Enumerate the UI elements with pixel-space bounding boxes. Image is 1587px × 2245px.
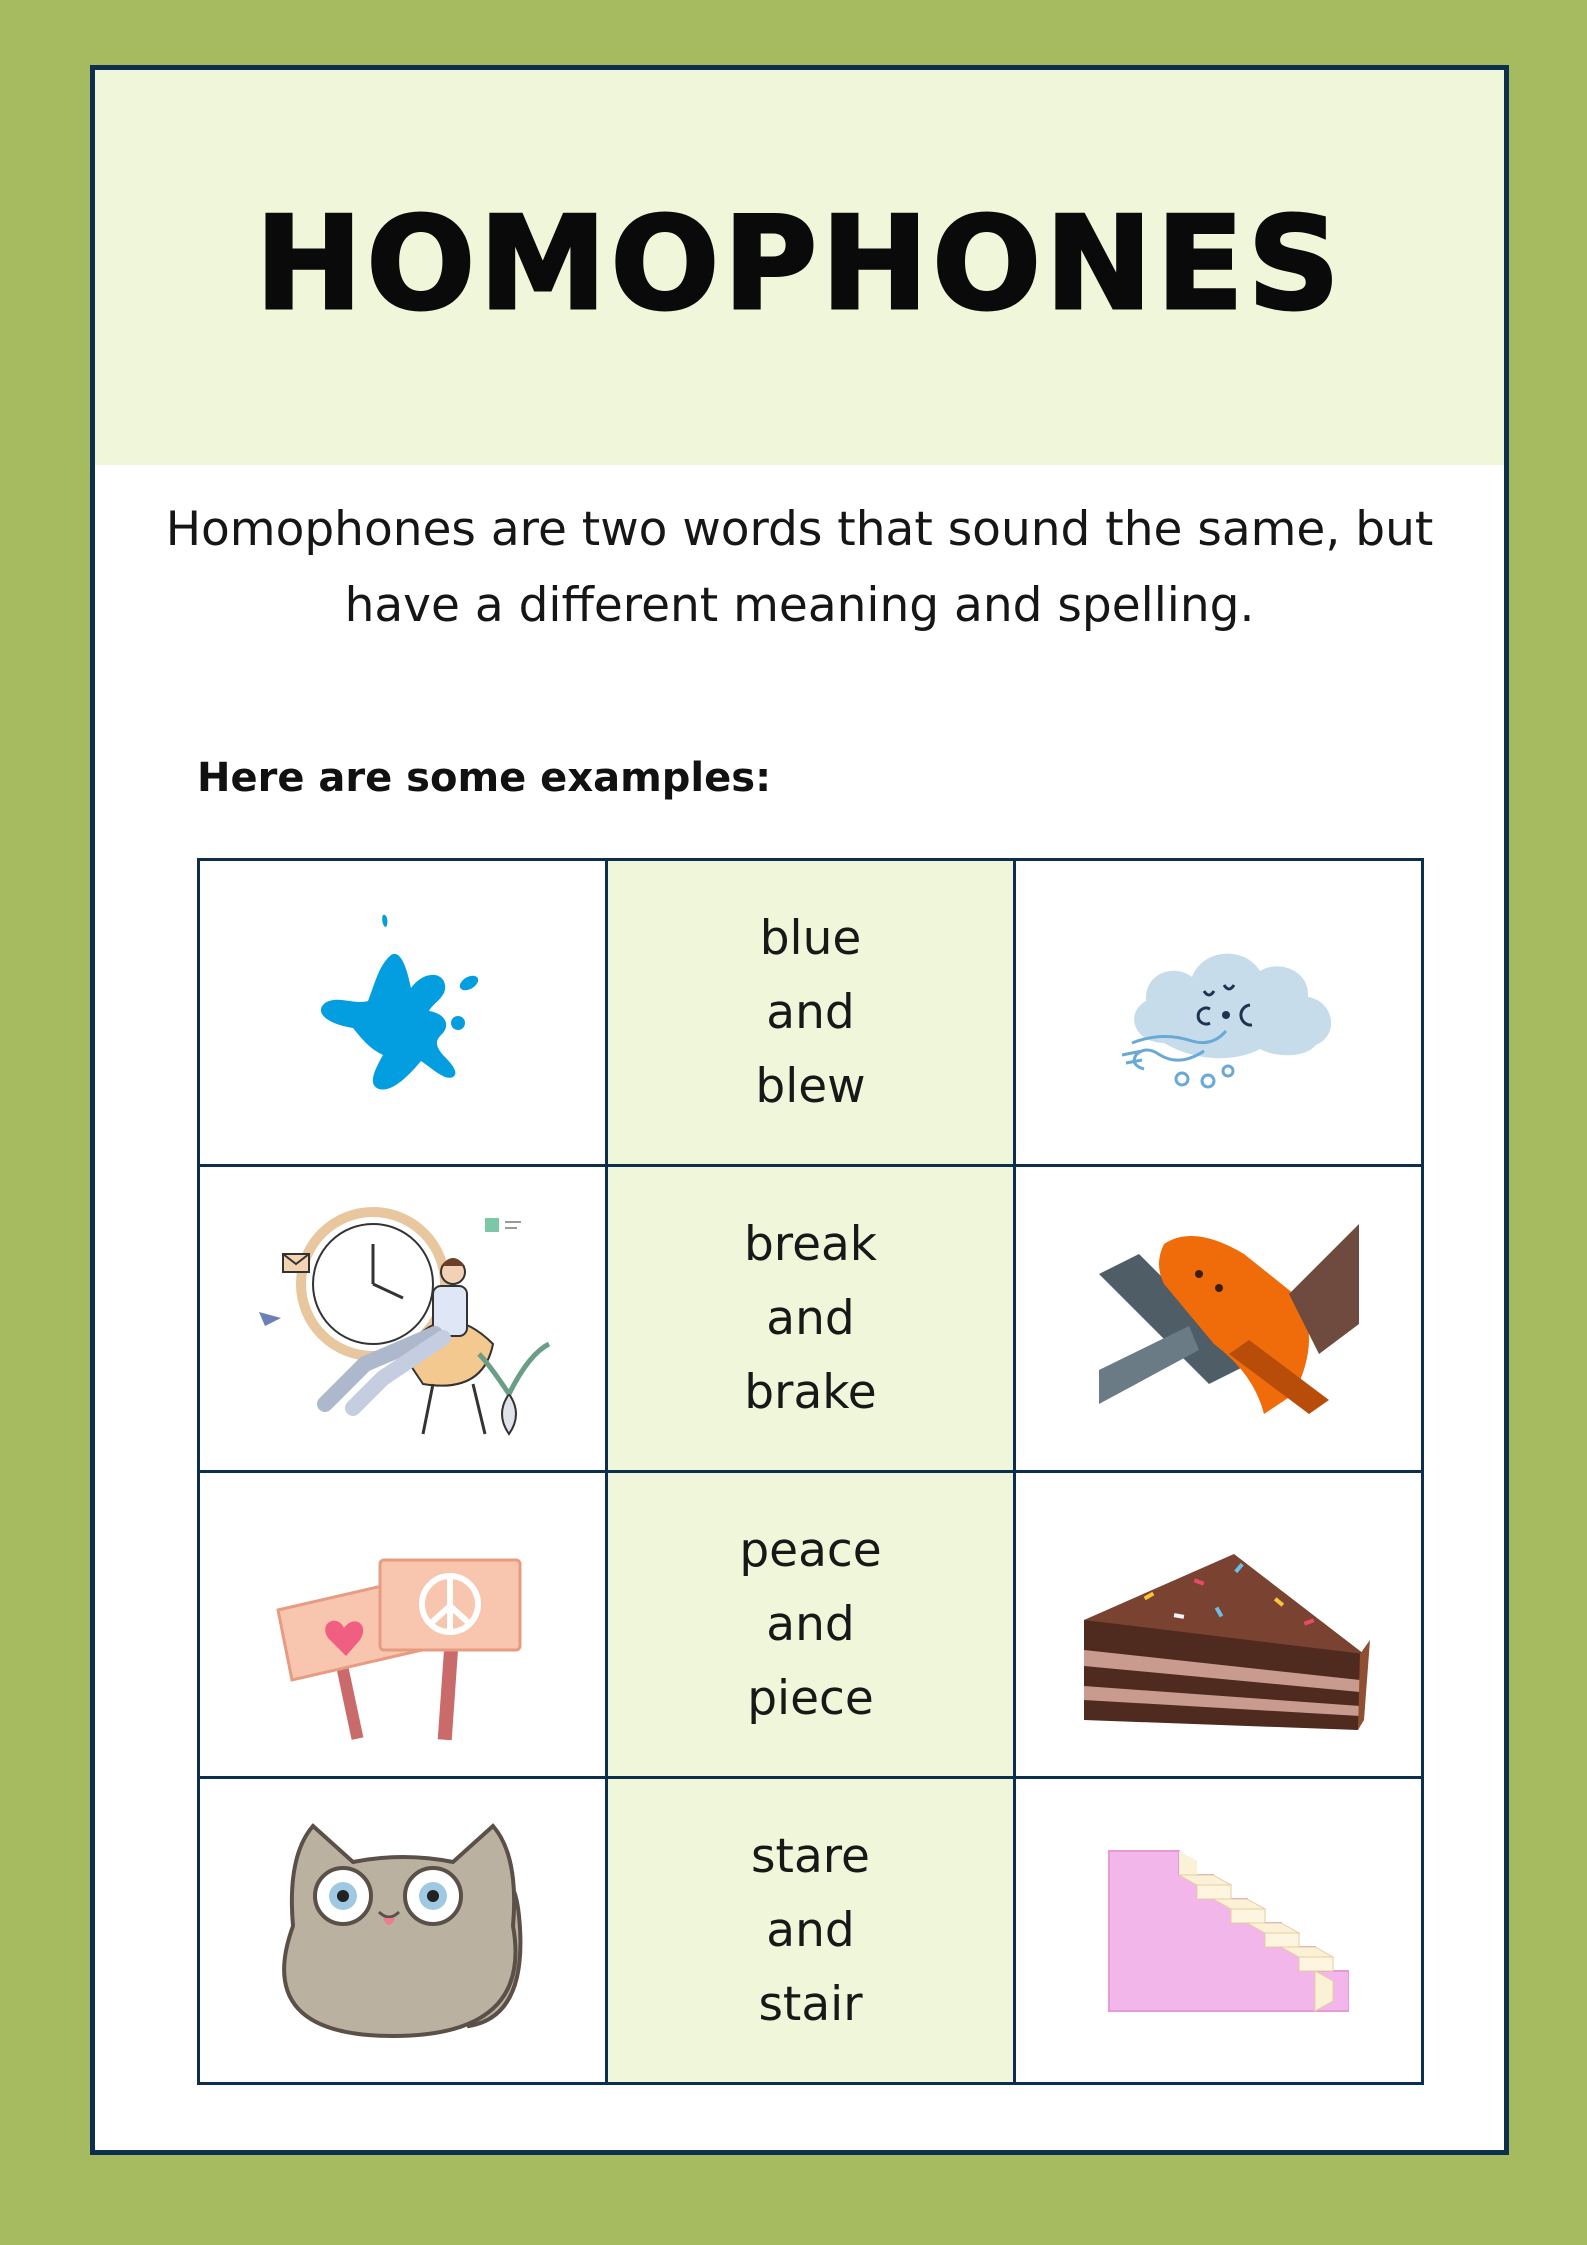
word-joiner: and [766, 1902, 855, 1958]
table-row [199, 1778, 1423, 2084]
peace-protest-signs-icon [258, 1500, 548, 1750]
worksheet-card [90, 65, 1509, 2155]
word-pair-cell [607, 1166, 1015, 1472]
word-first: stare [751, 1828, 870, 1884]
word-second: piece [747, 1670, 874, 1726]
examples-heading: Here are some examples: [197, 755, 772, 801]
staring-cat-icon [253, 1806, 553, 2056]
word-joiner: and [766, 1596, 855, 1652]
table-row [199, 860, 1423, 1166]
image-cell [199, 1166, 607, 1472]
image-cell [199, 860, 607, 1166]
word-pair-cell [607, 1472, 1015, 1778]
image-cell [1015, 1778, 1423, 2084]
image-cell [1015, 1166, 1423, 1472]
word-first: blue [759, 910, 862, 966]
table-row [199, 1166, 1423, 1472]
image-cell [199, 1778, 607, 2084]
word-pair-cell [607, 1778, 1015, 2084]
pink-staircase-icon [1089, 1821, 1349, 2041]
blue-paint-splash-icon [283, 893, 523, 1133]
chocolate-cake-slice-icon [1064, 1510, 1374, 1740]
examples-table [197, 858, 1424, 2085]
word-joiner: and [766, 984, 855, 1040]
image-cell [1015, 860, 1423, 1166]
word-second: brake [744, 1364, 877, 1420]
word-second: stair [758, 1976, 863, 2032]
word-joiner: and [766, 1290, 855, 1346]
word-first: break [743, 1216, 878, 1272]
page-title: HOMOPHONES [255, 190, 1344, 339]
word-second: blew [755, 1058, 866, 1114]
definition-text: Homophones are two words that sound the same, but have a different meaning and spelling. [165, 502, 1434, 633]
image-cell [1015, 1472, 1423, 1778]
image-cell [199, 1472, 607, 1778]
word-first: peace [739, 1522, 882, 1578]
blowing-wind-cloud-icon [1084, 893, 1354, 1133]
table-row [199, 1472, 1423, 1778]
relaxing-person-clock-icon [253, 1194, 553, 1444]
foot-on-brake-pedal-icon [1069, 1204, 1369, 1434]
word-pair-cell [607, 860, 1015, 1166]
title-banner [95, 70, 1504, 465]
